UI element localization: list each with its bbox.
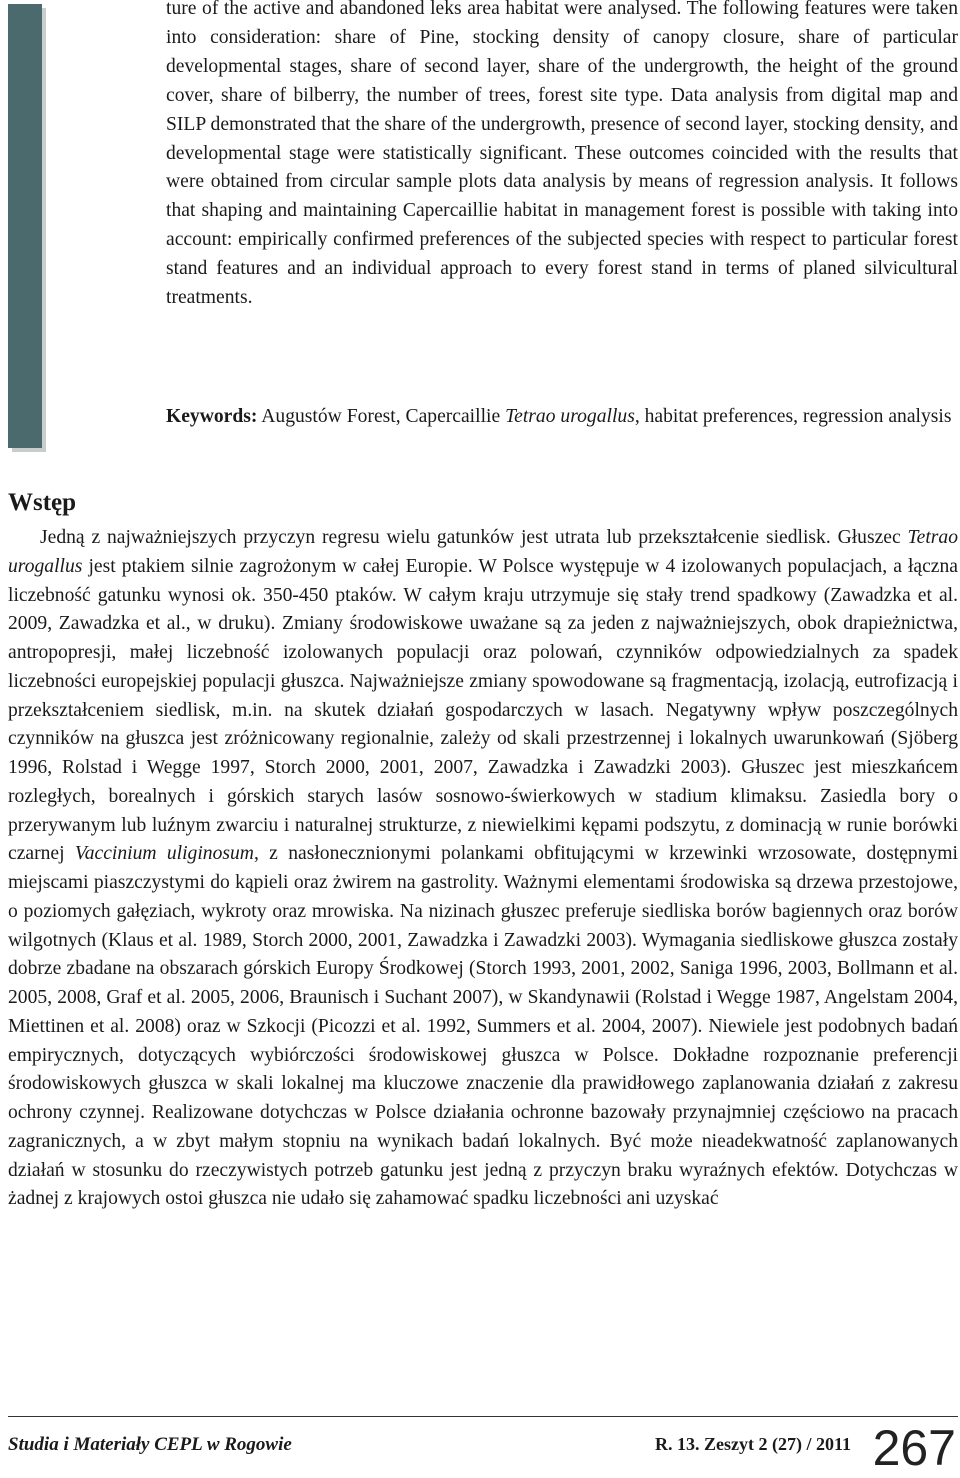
- section-heading: Wstęp: [8, 489, 77, 516]
- footer-issue: R. 13. Zeszyt 2 (27) / 2011: [655, 1434, 851, 1454]
- body-species-2: Vaccinium uliginosum: [74, 843, 254, 865]
- page-number: 267: [872, 1420, 956, 1476]
- footer-divider: [8, 1416, 958, 1417]
- keywords-label: Keywords:: [166, 406, 258, 427]
- body-text-part-3: , z nasłonecznionymi polankami obfitującymi w krzewinki wrzosowate, dostępnymi miejscami piaszczystymi do kąpieli oraz żwirem na gastrolity. Ważnymi elementami środowiska są drzewa przestojowe, o poziomych gałęziach, wykroty oraz mrowiska. Na nizinach głuszec preferuje siedliska borów bagiennych oraz borów wilgotnych (Klaus et al. 1989, Storch 2000, 2001, Zawadzka i Zawadzki 2003). Wymagania siedliskowe głuszca zostały dobrze zbadane na obszarach górskich Europy Środkowej (Storch 1993, 2001, 2002, Saniga 1996, 2003, Bollmann et al. 2005, 2008, Graf et al. 2005, 2006, Braunisch i Suchant 2007), w Skandynawii (Rolstad i Wegge 1987, Angelstam 2004, Miettinen et al. 2008) oraz w Szkocji (Picozzi et al. 1992, Summers et al. 2004, 2007). Niewiele jest podobnych badań empirycznych, dotyczących wybiórczości środowiskowej głuszca w Polsce. Dokładne rozpoznanie preferencji środowiskowych głuszca w skali lokalnej ma kluczowe znaczenie dla prawidłowego zaplanowania działań z zakresu ochrony czynnej. Realizowane dotychczas w Polsce działania ochronne bazowały przynajmniej częściowo na pracach zagranicznych, a w zbyt małym stopniu na wynikach badań lokalnych. Być może nieadekwatność zaplanowanych działań w stosunku do rzeczywistych potrzeb gatunku jest jedną z przyczyn braku wyraźnych efektów. Dotychczas w żadnej z krajowych ostoi głuszca nie udało się zahamować spadku liczebności ani uzyskać: [8, 843, 958, 1210]
- keywords: [166, 402, 958, 431]
- body-text-part-2: jest ptakiem silnie zagrożonym w całej Europie. W Polsce występuje w 4 izolowanych populacjach, a łączna liczebność gatunku wynosi ok. 350-450 ptaków. W całym kraju utrzymuje się stały trend spadkowy (Zawadzka et al. 2009, Zawadzka et al., w druku). Zmiany środowiskowe uważane są za jeden z najważniejszych, obok drapieżnictwa, antropopresji, małej liczebność izolowanych populacji oraz polowań, czynników odpowiedzialnych za spadek liczebności europejskiej populacji głuszca. Najważniejsze zmiany spowodowane są fragmentacją, izolacją, eutrofizacją i przekształceniem siedlisk, m.in. na skutek działań gospodarczych w lasach. Negatywny wpływ poszczególnych czynników na głuszca jest zróżnicowany regionalnie, zależy od skali przestrzennej i lokalnych uwarunkowań (Sjöberg 1996, Rolstad i Wegge 1997, Storch 2000, 2001, 2007, Zawadzka i Zawadzki 2003). Głuszec jest mieszkańcem rozległych, borealnych i górskich starych lasów sosnowo-świerkowych w stadium klimaksu. Zasiedla bory o przerywanym lub luźnym zwarciu i naturalnej strukturze, z niewielkimi kępami podszytu, z dominacją w runie borówki czarnej: [8, 555, 958, 865]
- body-text-part-1: Jedną z najważniejszych przyczyn regresu wielu gatunków jest utrata lub przekształcenie siedlisk. Głuszec: [40, 527, 901, 548]
- keywords-text-after: , habitat preferences, regression analysis: [634, 406, 952, 427]
- body-paragraph: [8, 524, 958, 1214]
- keywords-text-before: Augustów Forest, Capercaillie: [261, 406, 501, 427]
- keywords-species: Tetrao urogallus: [505, 406, 635, 427]
- footer-journal-title: Studia i Materiały CEPL w Rogowie: [8, 1434, 292, 1455]
- body-species-1: Tetrao urogallus: [8, 527, 959, 577]
- sidebar-accent-bar: [8, 4, 42, 448]
- abstract-text: ture of the active and abandoned leks area habitat were analysed. The following features were taken into consideration: share of Pine, stocking density of canopy closure, share of particular developmental stages, share of second layer, share of the undergrowth, the height of the ground cover, share of bilberry, the number of trees, forest site type. Data analysis from digital map and SILP demonstrated that the share of the undergrowth, presence of second layer, stocking density, and developmental stage were statistically significant. These outcomes coincided with the results that were obtained from circular sample plots data analysis by means of regression analysis. It follows that shaping and maintaining Capercaillie habitat in management forest is possible with taking into account: empirically confirmed preferences of the subjected species with respect to particular forest stand features and an individual approach to every forest stand in terms of planed silvicultural treatments.: [166, 0, 958, 309]
